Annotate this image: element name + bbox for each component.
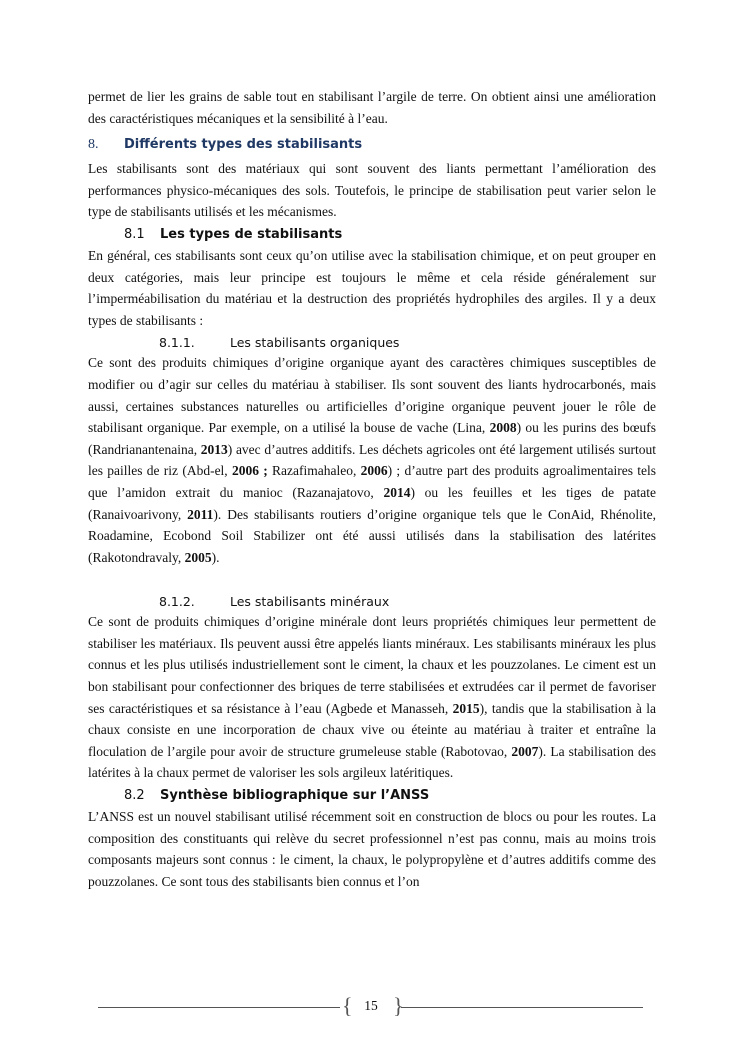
text-run: ) ou les purins des bœufs (Randrianantenaina, [88, 420, 656, 457]
text-run: ) avec d’autres additifs. Les déchets agricoles ont été largement utilisés surtout les pailles de riz (Abd-el, [88, 441, 656, 479]
citation-year: 2011 [187, 506, 214, 522]
page-footer [98, 993, 643, 1023]
text-run: Razafimahaleo, [267, 463, 361, 479]
paragraph-organic-stabilizers [88, 352, 656, 568]
citation-year: 2007 [511, 743, 539, 759]
section-number: 8. [88, 137, 99, 153]
section-heading-8-1-1 [159, 333, 656, 352]
text-run: ). [211, 549, 220, 565]
text-run: ). La stabilisation des latérites à la chaux permet de valoriser les sols argileux latéritiques. [88, 743, 656, 781]
section-heading-8-2 [124, 786, 656, 806]
citation-year: 2006 [360, 463, 388, 479]
text-run: ), tandis que la stabilisation à la chaux consiste en une incorporation de chaux vive ou éteinte au matériau à traiter et entraîne la floculation de l’argile pour avoir de structure grumeleuse stable (Rabotovao, [88, 700, 656, 759]
paragraph: L’ANSS est un nouvel stabilisant utilisé récemment soit en construction de blocs ou pour les routes. La composition des constituants qui relève du secret professionnel n’est pas connu, mais au moins trois composants majeurs sont connus : le ciment, la chaux, le polypropylène et d’autres additifs comme des pouzzolanes. Ce sont tous des stabilisants bien connus et l’on [88, 809, 656, 889]
citation-year: 2005 [184, 549, 212, 565]
text-run: Ce sont des produits chimiques d’origine organique ayant des caractères chimiques susceptibles de modifier ou d’agir sur celles du matériau à stabiliser. Ils sont souvent des liants hydrocarbonés, mais aussi, certaines substances naturelles ou artificielles d’origine organique peuvent jouer le rôle de stabilisant organique. Par exemple, on a utilisé la bouse de vache (Lina, [88, 355, 656, 436]
document-page [88, 86, 656, 892]
section-title: Synthèse bibliographique sur l’ANSS [160, 788, 430, 804]
section-number: 8.1.1. [159, 335, 195, 351]
footer-bracket-right: } [393, 993, 404, 1018]
paragraph: En général, ces stabilisants sont ceux qu’on utilise avec la stabilisation chimique, et on peut grouper en deux catégories, mais leur principe est toujours le même et cela réside généralement sur l’imperméabilisation du matériau et la destruction des propriétés hydrophiles des argiles. Il y a deux types de stabilisants : [88, 247, 656, 328]
paragraph-mineral-stabilizers [88, 611, 656, 784]
citation-year: 2006 ; [231, 463, 268, 479]
page-number: 15 [364, 998, 378, 1013]
section-heading-8-1 [124, 225, 656, 245]
footer-bracket-left: { [342, 993, 353, 1018]
footer-rule-left [98, 1007, 340, 1008]
text-run: Ce sont de produits chimiques d’origine minérale dont leurs propriétés chimiques leur permettent de stabiliser les matériaux. Ils peuvent aussi être appelés liants minéraux. Les stabilisants minéraux les plus connus et les plus utilisés industriellement sont le ciment, la chaux et les pouzzolanes. Le ciment est un bon stabilisant pour confectionner des briques de terre stabilisées et extrudées car il permet de favoriser ses caractéristiques et sa résistance à l’eau (Agbede et Manasseh, [88, 614, 656, 716]
text-run: ) ; d’autre part des produits agroalimentaires tels que l’amidon extrait du manioc (Razanajatovo, [88, 463, 656, 500]
section-title: Les types de stabilisants [160, 226, 343, 242]
text-run: ) ou les feuilles et les tiges de patate (Ranaivoarivony, [88, 484, 656, 522]
section-title: Les stabilisants minéraux [230, 594, 390, 610]
section-number: 8.2 [124, 788, 145, 804]
section-number: 8.1.2. [159, 594, 195, 610]
section-heading-8 [88, 135, 656, 155]
section-title: Différents types des stabilisants [124, 137, 363, 153]
section-number: 8.1 [124, 226, 145, 242]
citation-year: 2008 [489, 420, 517, 436]
section-title: Les stabilisants organiques [230, 335, 400, 351]
citation-year: 2013 [200, 441, 228, 457]
text-run: ). Des stabilisants routiers d’origine organique tels que le ConAid, Rhénolite, Roadamine, Ecobond Soil Stabilizer ont été aussi utilisés dans la stabilisation des latérites (Rakotondravaly, [88, 506, 656, 565]
section-heading-8-1-2 [159, 592, 656, 611]
footer-rule-right [401, 1007, 643, 1008]
citation-year: 2015 [452, 700, 480, 716]
citation-year: 2014 [383, 484, 411, 500]
spacer [88, 568, 656, 590]
paragraph: Les stabilisants sont des matériaux qui sont souvent des liants permettant l’amélioration des performances physico-mécaniques des sols. Toutefois, le principe de stabilisation peut varier selon le type de stabilisants utilisés et les mécanismes. [88, 161, 656, 220]
paragraph: permet de lier les grains de sable tout en stabilisant l’argile de terre. On obtient ainsi une amélioration des caractéristiques mécaniques et la sensibilité à l’eau. [88, 89, 656, 126]
